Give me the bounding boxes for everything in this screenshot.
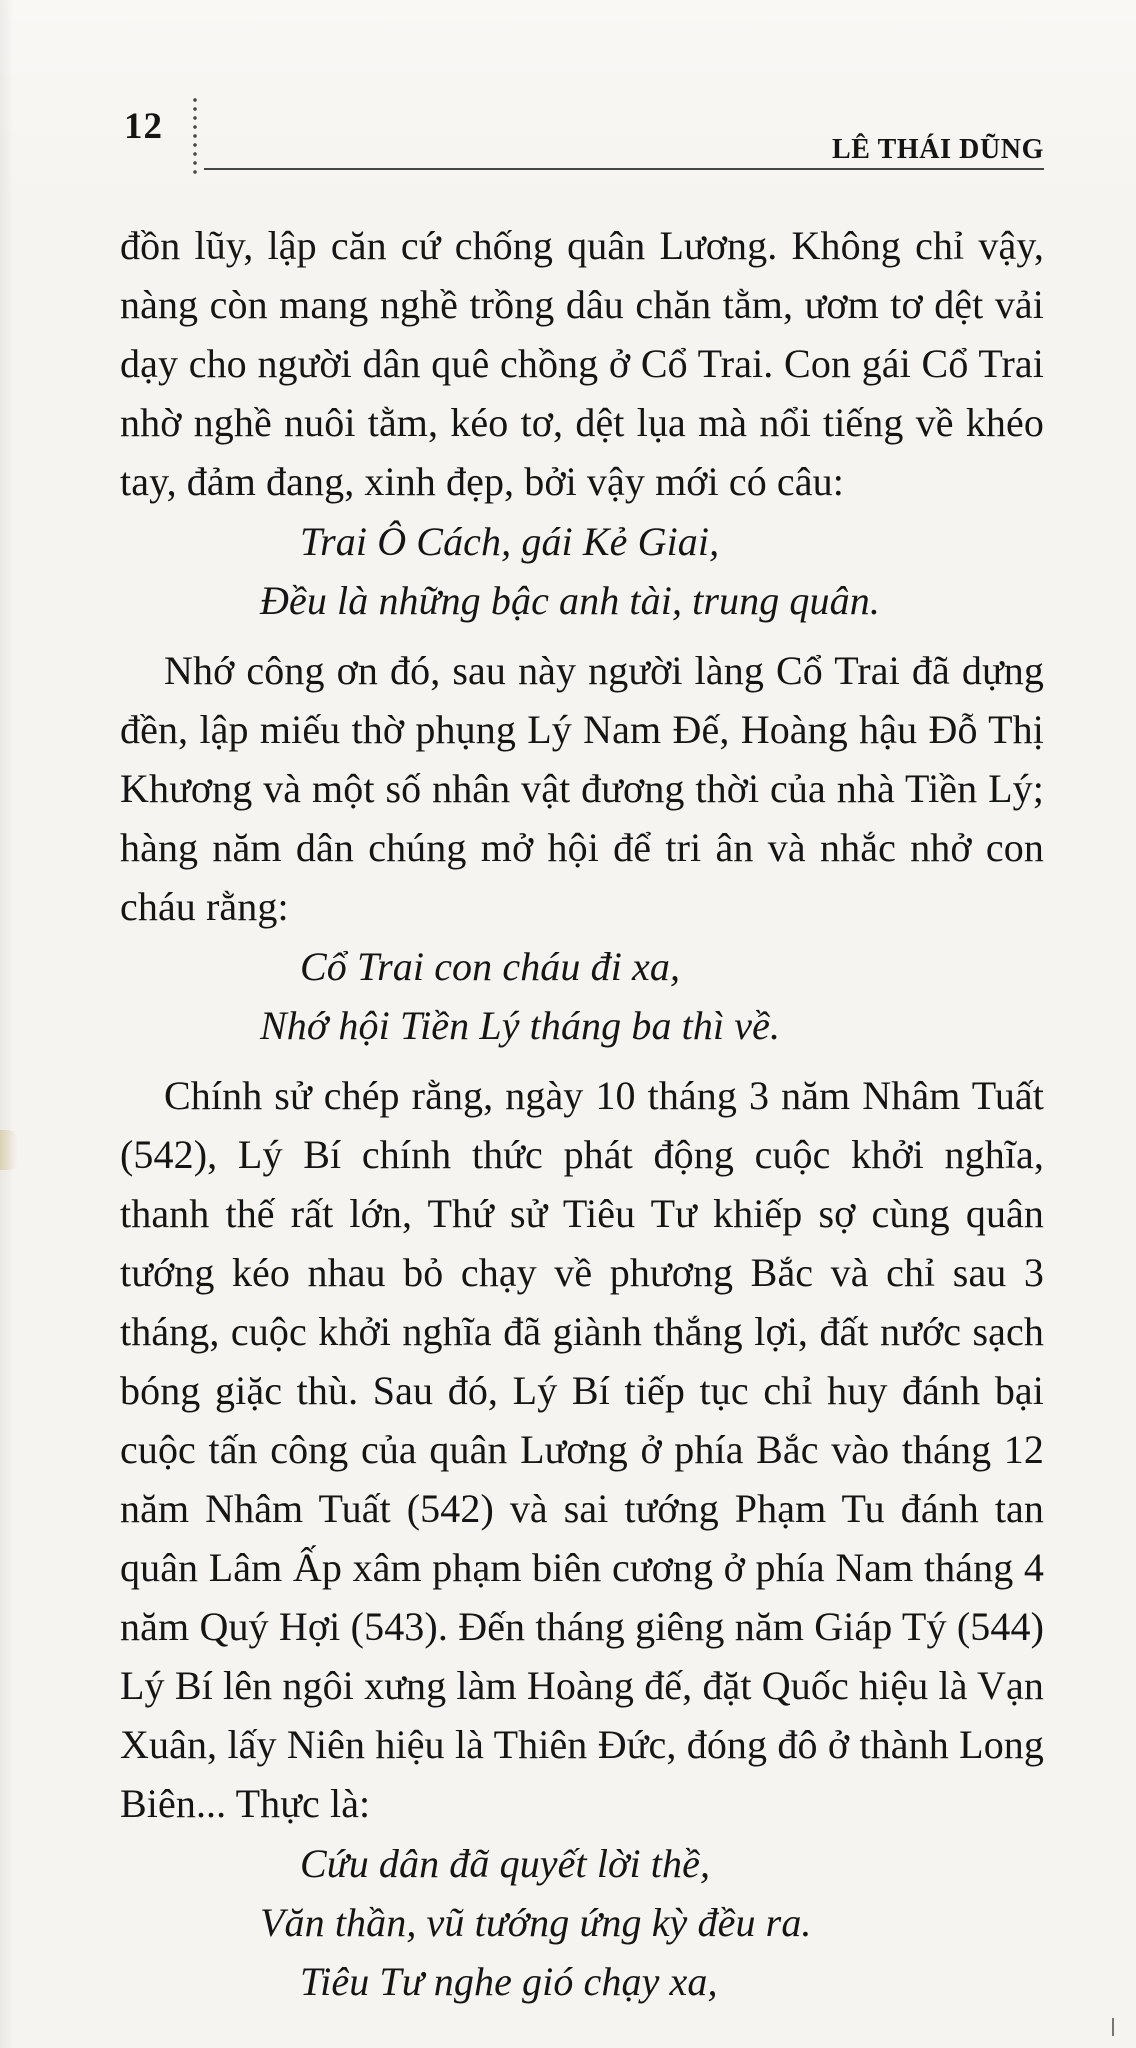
- bottom-corner-mark: [1112, 2018, 1114, 2036]
- verse-line: Cổ Trai con cháu đi xa,: [300, 944, 681, 989]
- header-rule: [204, 168, 1044, 170]
- verse-line: Trai Ô Cách, gái Kẻ Giai,: [300, 519, 720, 564]
- page-header: [124, 98, 1044, 178]
- verse-line: Cứu dân đã quyết lời thề,: [300, 1841, 711, 1886]
- header-ornament: [190, 94, 200, 178]
- verse-block-2: [120, 937, 1044, 1055]
- page-number: 12: [124, 106, 163, 147]
- verse-line: Đều là những bậc anh tài, trung quân.: [260, 578, 880, 623]
- paragraph-1: đồn lũy, lập căn cứ chống quân Lương. Không chỉ vậy, nàng còn mang nghề trồng dâu chăn tằm, ươm tơ dệt vải dạy cho người dân quê chồng ở Cổ Trai. Con gái Cổ Trai nhờ nghề nuôi tằm, kéo tơ, dệt lụa mà nổi tiếng về khéo tay, đảm đang, xinh đẹp, bởi vậy mới có câu:: [120, 223, 1044, 504]
- verse-block-3: [120, 1834, 1044, 2011]
- author-name: LÊ THÁI DŨNG: [831, 134, 1044, 165]
- verse-line: Tiêu Tư nghe gió chạy xa,: [300, 1959, 718, 2004]
- paragraph-2: Nhớ công ơn đó, sau này người làng Cổ Trai đã dựng đền, lập miếu thờ phụng Lý Nam Đế, Hoàng hậu Đỗ Thị Khương và một số nhân vật đương thời của nhà Tiền Lý; hàng năm dân chúng mở hội để tri ân và nhắc nhở con cháu rằng:: [120, 648, 1044, 929]
- page-edge-mark: [0, 1130, 18, 1170]
- paragraph-3: Chính sử chép rằng, ngày 10 tháng 3 năm Nhâm Tuất (542), Lý Bí chính thức phát động cuộc khởi nghĩa, thanh thế rất lớn, Thứ sử Tiêu Tư khiếp sợ cùng quân tướng kéo nhau bỏ chạy về phương Bắc và chỉ sau 3 tháng, cuộc khởi nghĩa đã giành thắng lợi, đất nước sạch bóng giặc thù. Sau đó, Lý Bí tiếp tục chỉ huy đánh bại cuộc tấn công của quân Lương ở phía Bắc vào tháng 12 năm Nhâm Tuất (542) và sai tướng Phạm Tu đánh tan quân Lâm Ấp xâm phạm biên cương ở phía Nam tháng 4 năm Quý Hợi (543). Đến tháng giêng năm Giáp Tý (544) Lý Bí lên ngôi xưng làm Hoàng đế, đặt Quốc hiệu là Vạn Xuân, lấy Niên hiệu là Thiên Đức, đóng đô ở thành Long Biên... Thực là:: [120, 1073, 1044, 1826]
- verse-line: Nhớ hội Tiền Lý tháng ba thì về.: [260, 1003, 781, 1048]
- verse-block-1: [120, 512, 1044, 630]
- verse-line: Văn thần, vũ tướng ứng kỳ đều ra.: [260, 1900, 812, 1945]
- page-text: [120, 216, 1044, 2011]
